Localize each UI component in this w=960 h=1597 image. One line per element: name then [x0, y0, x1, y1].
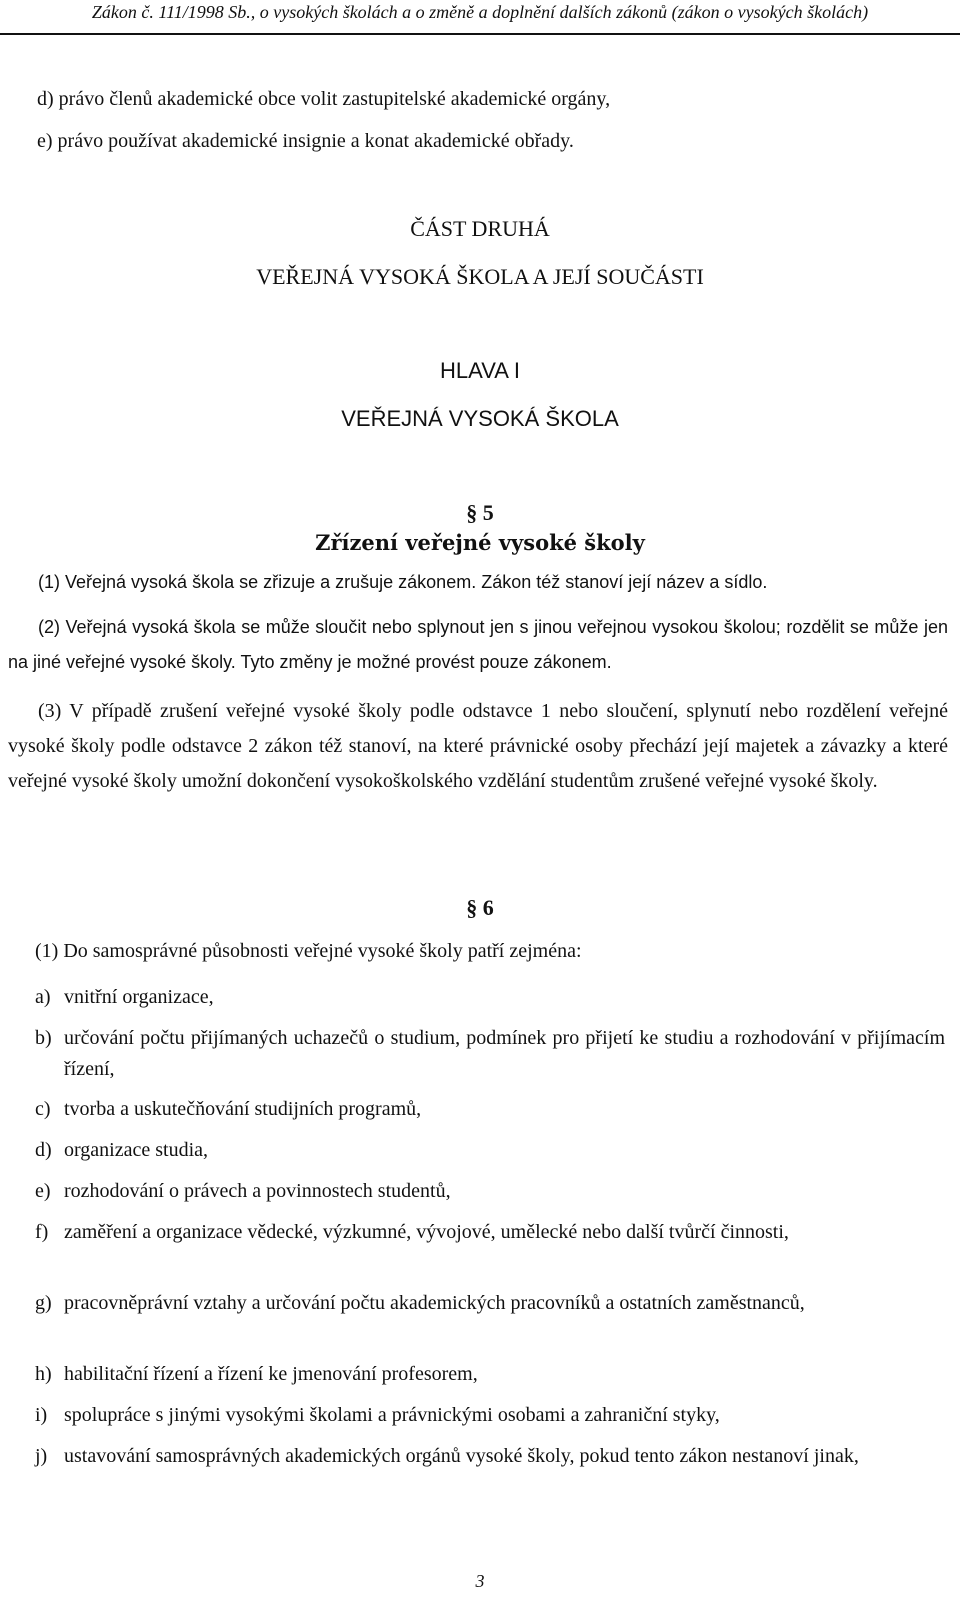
list-item — [35, 1359, 945, 1390]
list-label: f) — [35, 1221, 49, 1243]
chapter-title: HLAVA I — [440, 358, 520, 383]
list-label: h) — [35, 1363, 52, 1385]
list-text: zaměření a organizace vědecké, výzkumné, vývojové, umělecké nebo další tvůrčí činnosti, — [64, 1221, 789, 1243]
list-item: e) právo používat akademické insignie a konat akademické obřady. — [37, 130, 574, 152]
list-label: a) — [35, 986, 51, 1008]
section-intro: (1) Do samosprávné působnosti veřejné vysoké školy patří zejména: — [35, 940, 582, 962]
list-label: c) — [35, 1098, 51, 1120]
header-divider — [0, 33, 960, 35]
list-text: vnitřní organizace, — [64, 986, 214, 1008]
part-title: ČÁST DRUHÁ — [410, 216, 550, 241]
section-sign: § 5 — [466, 500, 494, 525]
list-label: j) — [35, 1445, 48, 1467]
list-label: e) — [35, 1180, 51, 1202]
list-label: i) — [35, 1404, 48, 1426]
list-item: d) právo členů akademické obce volit zastupitelské akademické orgány, — [37, 88, 611, 110]
list-item — [35, 1288, 945, 1319]
list-label: g) — [35, 1292, 52, 1314]
list-text: rozhodování o právech a povinnostech studentů, — [64, 1180, 451, 1202]
part-subtitle: VEŘEJNÁ VYSOKÁ ŠKOLA A JEJÍ SOUČÁSTI — [256, 264, 704, 289]
section-heading: Zřízení veřejné vysoké školy — [315, 530, 645, 555]
paragraph: (1) Veřejná vysoká škola se zřizuje a zrušuje zákonem. Zákon též stanoví její název a sídlo. — [38, 572, 768, 592]
list-text: určování počtu přijímaných uchazečů o studium, podmínek pro přijetí ke studiu a rozhodování v přijímacím řízení, — [64, 1027, 945, 1080]
list-item — [35, 1094, 945, 1125]
list-item — [35, 1441, 945, 1472]
list-text: habilitační řízení a řízení ke jmenování profesorem, — [64, 1363, 478, 1385]
paragraph: (3) V případě zrušení veřejné vysoké školy podle odstavce 1 nebo sloučení, splynutí nebo rozdělení veřejné vysoké školy podle odstavce 2 zákon též stanoví, na které právnické osoby přechází její majetek a závazky a které veřejné vysoké školy umožní dokončení vysokoškolského vzdělání studentům zrušené veřejné vysoké školy. — [8, 700, 948, 792]
list-text: tvorba a uskutečňování studijních programů, — [64, 1098, 422, 1120]
list-text: organizace studia, — [64, 1139, 209, 1161]
list-text: ustavování samosprávných akademických orgánů vysoké školy, pokud tento zákon nestanoví jinak, — [64, 1445, 859, 1467]
page-number: 3 — [475, 1571, 485, 1591]
list-item — [35, 982, 945, 1013]
list-item — [35, 1176, 945, 1207]
section-sign: § 6 — [466, 895, 494, 920]
list-label: d) — [35, 1139, 52, 1161]
list-item — [35, 1023, 945, 1085]
list-text: spolupráce s jinými vysokými školami a právnickými osobami a zahraniční styky, — [64, 1404, 720, 1426]
running-header: Zákon č. 111/1998 Sb., o vysokých školách a o změně a doplnění dalších zákonů (zákon o vysokých školách) — [91, 2, 869, 22]
paragraph: (2) Veřejná vysoká škola se může sloučit nebo splynout jen s jinou veřejnou vysokou školou; rozdělit se může jen na jiné veřejné vysoké školy. Tyto změny je možné provést pouze zákonem. — [8, 617, 948, 672]
list-text: pracovněprávní vztahy a určování počtu akademických pracovníků a ostatních zaměstnanců, — [64, 1292, 805, 1314]
list-item — [35, 1400, 945, 1431]
list-item — [35, 1217, 945, 1248]
list-label: b) — [35, 1027, 52, 1049]
chapter-subtitle: VEŘEJNÁ VYSOKÁ ŠKOLA — [341, 406, 619, 431]
list-item — [35, 1135, 945, 1166]
